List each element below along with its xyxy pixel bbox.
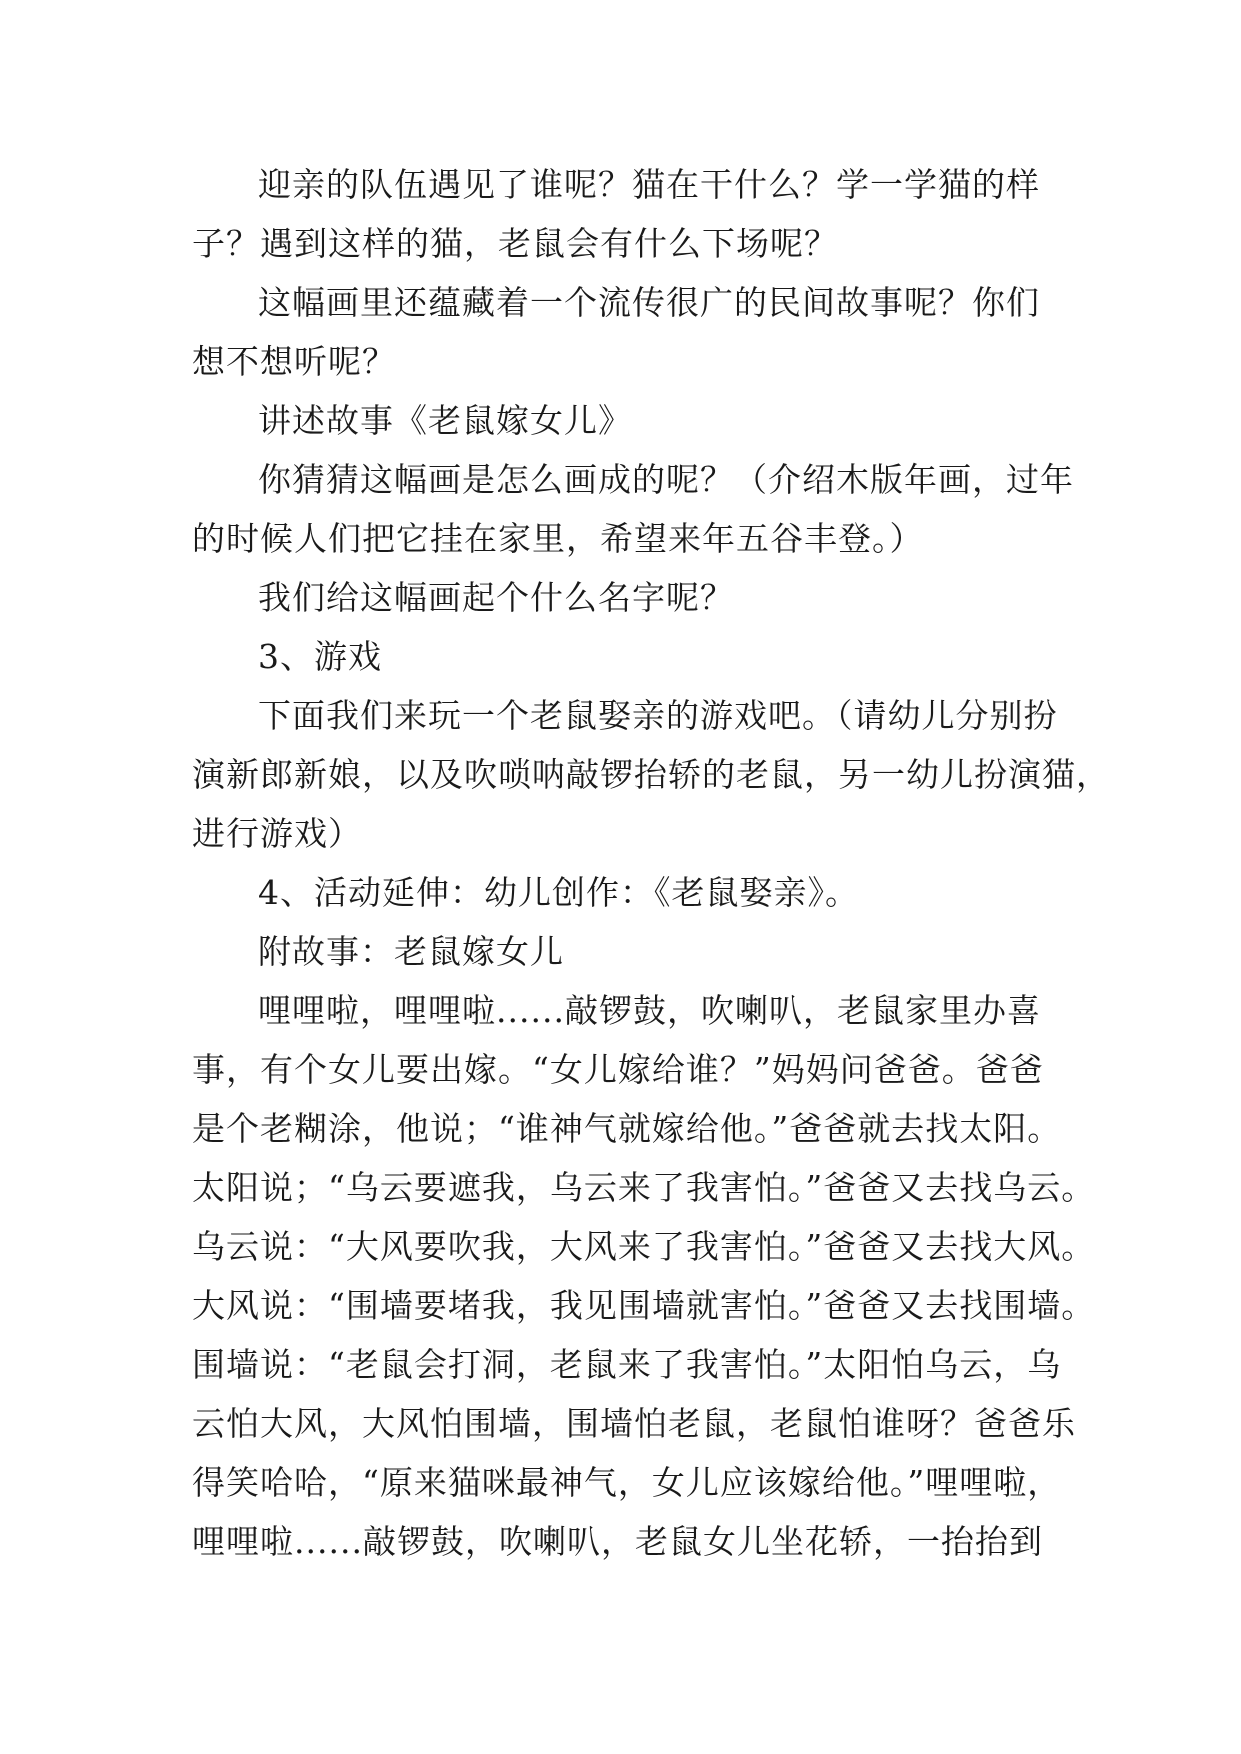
section-heading: 3、游戏 xyxy=(258,637,382,676)
text-line: 迎亲的队伍遇见了谁呢？猫在干什么？学一学猫的样 xyxy=(258,165,1040,204)
appendix-heading: 附故事：老鼠嫁女儿 xyxy=(258,932,564,971)
document-text xyxy=(192,155,1110,1571)
document-body xyxy=(192,155,1110,1571)
text-line: 太阳说；“乌云要遮我，乌云来了我害怕。”爸爸又去找乌云。 xyxy=(192,1168,1096,1207)
text-line: 云怕大风，大风怕围墙，围墙怕老鼠，老鼠怕谁呀？爸爸乐 xyxy=(192,1404,1076,1443)
text-line: 进行游戏） xyxy=(192,814,362,853)
text-line: 的时候人们把它挂在家里，希望来年五谷丰登。） xyxy=(192,519,924,558)
text-line: 下面我们来玩一个老鼠娶亲的游戏吧。（请幼儿分别扮 xyxy=(258,696,1058,735)
text-line: 讲述故事《老鼠嫁女儿》 xyxy=(258,401,632,440)
text-line: 乌云说：“大风要吹我，大风来了我害怕。”爸爸又去找大风。 xyxy=(192,1227,1096,1266)
text-line: 哩哩啦......敲锣鼓，吹喇叭，老鼠女儿坐花轿，一抬抬到 xyxy=(192,1522,1043,1561)
text-line: 演新郎新娘，以及吹唢呐敲锣抬轿的老鼠，另一幼儿扮演猫， xyxy=(192,755,1110,794)
text-line: 我们给这幅画起个什么名字呢？ xyxy=(258,578,734,617)
text-line: 这幅画里还蕴藏着一个流传很广的民间故事呢？你们 xyxy=(258,283,1040,322)
text-line: 想不想听呢？ xyxy=(192,342,396,381)
text-line: 子？遇到这样的猫，老鼠会有什么下场呢？ xyxy=(192,224,838,263)
text-line: 事，有个女儿要出嫁。“女儿嫁给谁？”妈妈问爸爸。爸爸 xyxy=(192,1050,1044,1089)
section-heading: 4、活动延伸：幼儿创作：《老鼠娶亲》。 xyxy=(258,873,859,912)
text-line: 大风说：“围墙要堵我，我见围墙就害怕。”爸爸又去找围墙。 xyxy=(192,1286,1096,1325)
text-line: 你猜猜这幅画是怎么画成的呢？（介绍木版年画，过年 xyxy=(258,460,1074,499)
text-line: 哩哩啦，哩哩啦......敲锣鼓，吹喇叭，老鼠家里办喜 xyxy=(258,991,1041,1030)
text-line: 是个老糊涂，他说；“谁神气就嫁给他。”爸爸就去找太阳。 xyxy=(192,1109,1062,1148)
text-line: 得笑哈哈，“原来猫咪最神气，女儿应该嫁给他。”哩哩啦， xyxy=(192,1463,1062,1502)
text-line: 围墙说：“老鼠会打洞，老鼠来了我害怕。”太阳怕乌云，乌 xyxy=(192,1345,1062,1384)
